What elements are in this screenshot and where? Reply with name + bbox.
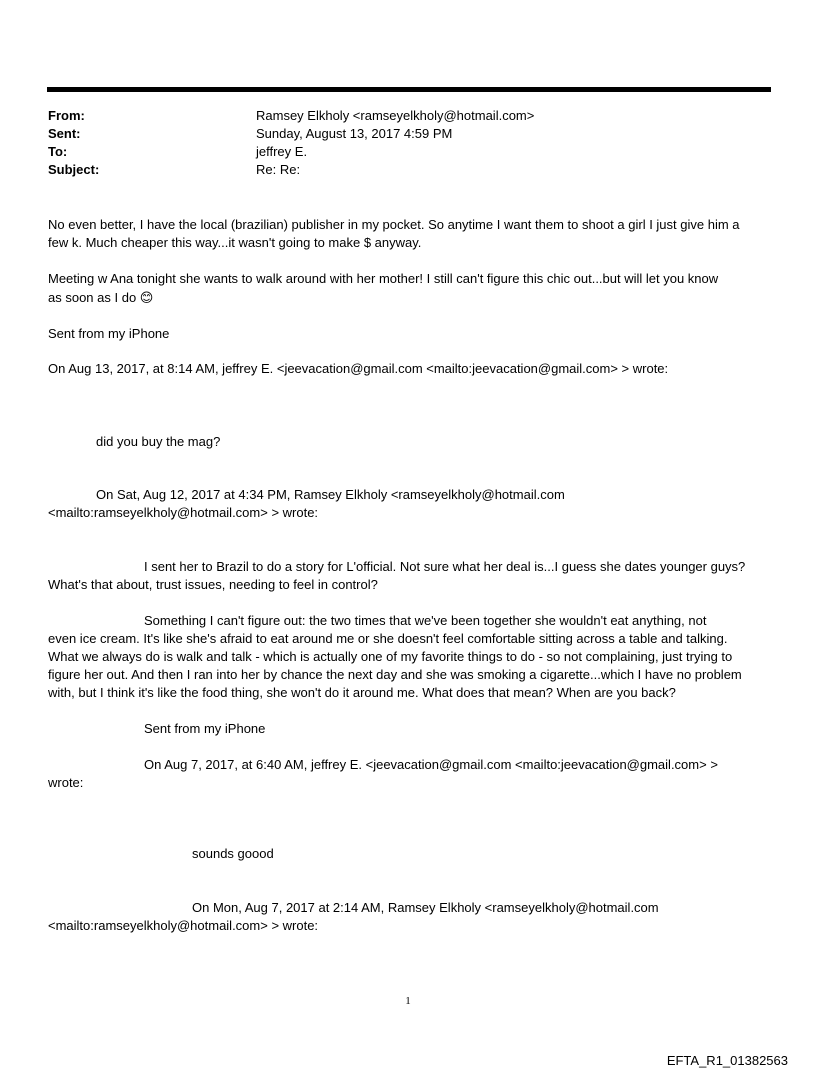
- subject-label: Subject:: [48, 162, 100, 177]
- quoted-text: even ice cream. It's like she's afraid to eat around me or she doesn't feel comfortable sitting across a table and talking.: [48, 631, 728, 646]
- signature: Sent from my iPhone: [144, 721, 266, 736]
- from-value: Ramsey Elkholy <ramseyelkholy@hotmail.com>: [256, 108, 535, 123]
- page-number: 1: [405, 995, 411, 1007]
- quoted-text: What's that about, trust issues, needing to feel in control?: [48, 577, 378, 592]
- quoted-text: Something I can't figure out: the two times that we've been together she wouldn't eat anything, not: [144, 613, 707, 628]
- quoted-text: with, but I think it's like the food thing, she won't do it around me. What does that mean? When are you back?: [48, 685, 676, 700]
- signature: Sent from my iPhone: [48, 326, 170, 341]
- header-rule: [47, 87, 771, 92]
- quoted-text: What we always do is walk and talk - which is actually one of my favorite things to do - so not complaining, just trying to: [48, 649, 733, 664]
- quote-header: On Sat, Aug 12, 2017 at 4:34 PM, Ramsey Elkholy <ramseyelkholy@hotmail.com: [96, 487, 565, 502]
- body-line: as soon as I do 😊: [48, 290, 154, 305]
- quoted-text: did you buy the mag?: [96, 434, 221, 449]
- bates-number: EFTA_R1_01382563: [666, 1053, 788, 1068]
- body-line: few k. Much cheaper this way...it wasn't going to make $ anyway.: [48, 235, 422, 250]
- body-line: No even better, I have the local (brazilian) publisher in my pocket. So anytime I want them to shoot a girl I just give him a: [48, 217, 740, 232]
- quoted-text: sounds goood: [192, 846, 274, 861]
- quoted-text: figure her out. And then I ran into her by chance the next day and she was smoking a cigarette...which I have no problem: [48, 667, 742, 682]
- sent-value: Sunday, August 13, 2017 4:59 PM: [256, 126, 453, 141]
- quote-header: <mailto:ramseyelkholy@hotmail.com> > wrote:: [48, 918, 319, 933]
- sent-label: Sent:: [48, 126, 81, 141]
- quote-header: On Aug 7, 2017, at 6:40 AM, jeffrey E. <jeevacation@gmail.com <mailto:jeevacation@gmail.com> >: [144, 757, 718, 772]
- quote-header: On Mon, Aug 7, 2017 at 2:14 AM, Ramsey Elkholy <ramseyelkholy@hotmail.com: [192, 900, 659, 915]
- to-value: jeffrey E.: [256, 144, 308, 159]
- to-label: To:: [48, 144, 68, 159]
- from-label: From:: [48, 108, 85, 123]
- quoted-text: I sent her to Brazil to do a story for L'official. Not sure what her deal is...I guess she dates younger guys?: [144, 559, 746, 574]
- quote-header: <mailto:ramseyelkholy@hotmail.com> > wrote:: [48, 505, 319, 520]
- quote-header: On Aug 13, 2017, at 8:14 AM, jeffrey E. <jeevacation@gmail.com <mailto:jeevacation@gmail.com> > wrote:: [48, 361, 669, 376]
- body-line: Meeting w Ana tonight she wants to walk around with her mother! I still can't figure this chic out...but will let you know: [48, 271, 719, 286]
- subject-value: Re: Re:: [256, 162, 301, 177]
- quote-header: wrote:: [48, 775, 84, 790]
